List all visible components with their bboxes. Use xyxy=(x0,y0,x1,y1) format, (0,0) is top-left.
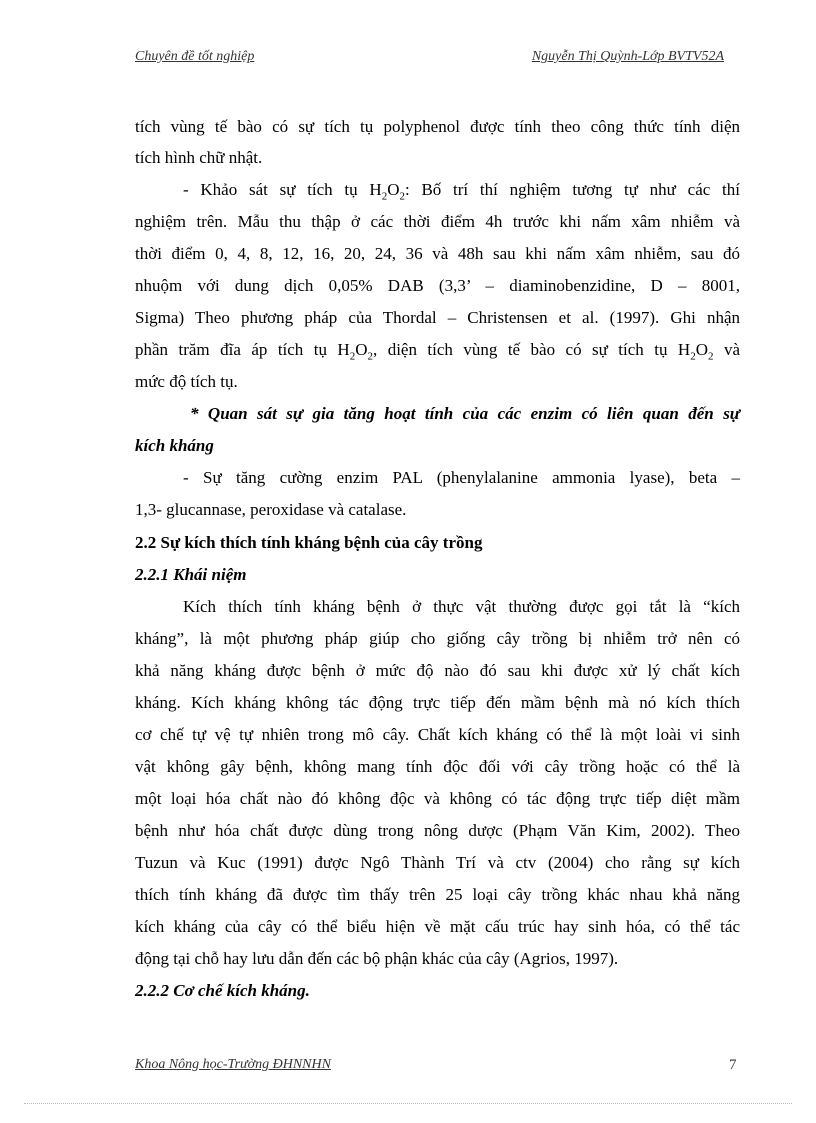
text-line-26: kích kháng của cây có thể biểu hiện về mặt cấu trúc hay sinh hóa, có thể tác xyxy=(135,917,740,936)
text-line-11: kích kháng xyxy=(135,436,214,455)
subscript: 2 xyxy=(399,190,405,203)
text-line-16: Kích thích tính kháng bệnh ở thực vật thường được gọi tắt là “kích xyxy=(183,597,740,616)
page-number: 7 xyxy=(729,1057,737,1073)
text-line-28: 2.2.2 Cơ chế kích kháng. xyxy=(135,981,310,1000)
subscript: 2 xyxy=(381,190,388,203)
text-line-1: tích vùng tế bào có sự tích tụ polyphenol được tính theo công thức tính diện xyxy=(135,117,740,136)
page-separator xyxy=(24,1103,792,1104)
text-line-23: bệnh như hóa chất được dùng trong nông dược (Phạm Văn Kim, 2002). Theo xyxy=(135,821,740,840)
header-left: Chuyên đề tốt nghiệp xyxy=(135,49,255,64)
footer-left: Khoa Nông học-Trường ĐHNNHN xyxy=(135,1057,331,1072)
text-line-24: Tuzun và Kuc (1991) được Ngô Thành Trí và ctv (2004) cho rằng sự kích xyxy=(135,853,740,872)
subscript: 2 xyxy=(708,350,714,363)
text-line-22: một loại hóa chất nào đó không độc và không có tác động trực tiếp diệt mầm xyxy=(135,789,740,808)
text-line-4: nghiệm trên. Mẫu thu thập ở các thời điểm 4h trước khi nấm xâm nhiễm và xyxy=(135,212,740,231)
text-line-3: - Khảo sát sự tích tụ $H_2O_2$: Bố trí thí nghiệm tương tự như các thí xyxy=(183,180,740,203)
text-line-20: cơ chế tự vệ tự nhiên trong mô cây. Chất kích kháng có thể là một loài vi sinh xyxy=(135,725,740,744)
text-line-5: thời điểm 0, 4, 8, 12, 16, 20, 24, 36 và 48h sau khi nấm xâm nhiễm, sau đó xyxy=(135,244,740,263)
text-line-21: vật không gây bệnh, không mang tính độc đối với cây trồng hoặc có thể là xyxy=(135,757,740,776)
text-line-6: nhuộm với dung dịch 0,05% DAB (3,3’ – diaminobenzidine, D – 8001, xyxy=(135,276,740,295)
subscript: 2 xyxy=(349,350,356,363)
text-line-25: thích tính kháng đã được tìm thấy trên 25 loại cây trồng khác nhau khả năng xyxy=(135,885,740,904)
text-line-15: 2.2.1 Khái niệm xyxy=(135,565,247,584)
text-line-8: phần trăm đĩa áp tích tụ $H_2O_2$, diện tích vùng tế bào có sự tích tụ $H_2O_2$ và xyxy=(135,340,740,363)
text-line-9: mức độ tích tụ. xyxy=(135,372,238,391)
text-line-19: kháng. Kích kháng không tác động trực tiếp đến mầm bệnh mà nó kích thích xyxy=(135,693,740,712)
text-line-7: Sigma) Theo phương pháp của Thordal – Christensen et al. (1997). Ghi nhận xyxy=(135,308,740,327)
text-line-13: 1,3- glucannase, peroxidase và catalase. xyxy=(135,500,407,519)
subscript: 2 xyxy=(367,350,373,363)
text-line-18: khả năng kháng được bệnh ở mức độ nào đó sau khi được xử lý chất kích xyxy=(135,661,740,680)
text-line-27: động tại chỗ hay lưu dẫn đến các bộ phận khác của cây (Agrios, 1997). xyxy=(135,949,619,968)
subscript: 2 xyxy=(690,350,696,363)
text-line-17: kháng”, là một phương pháp giúp cho giống cây trồng bị nhiễm trở nên có xyxy=(135,629,740,648)
text-line-2: tích hình chữ nhật. xyxy=(135,148,263,167)
text-line-12: - Sự tăng cường enzim PAL (phenylalanine ammonia lyase), beta – xyxy=(183,468,740,487)
text-line-10: * Quan sát sự gia tăng hoạt tính của các enzim có liên quan đến sự xyxy=(190,404,740,423)
header-right: Nguyễn Thị Quỳnh-Lớp BVTV52A xyxy=(531,49,724,64)
text-line-14: 2.2 Sự kích thích tính kháng bệnh của cây trồng xyxy=(135,533,483,552)
